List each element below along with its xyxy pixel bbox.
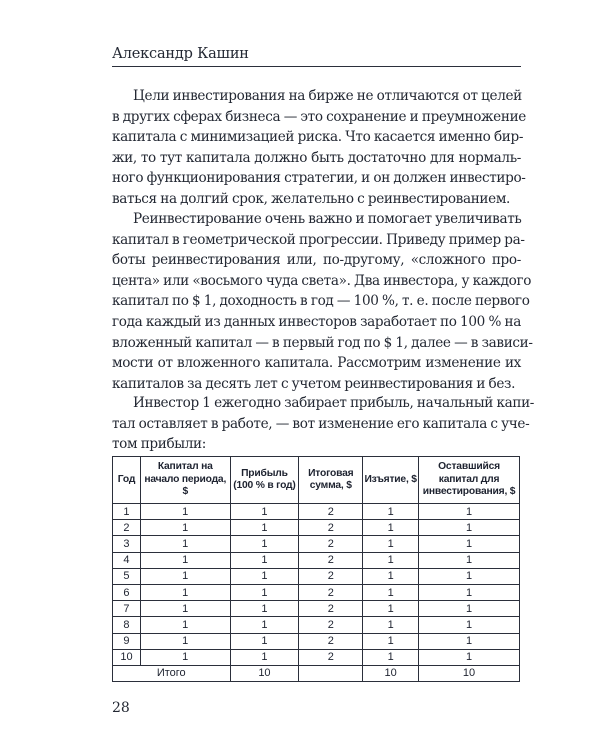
cell-withdrawal: 1 bbox=[363, 552, 419, 568]
total-final-sum bbox=[299, 665, 363, 681]
cell-withdrawal: 1 bbox=[363, 601, 419, 617]
cell-remaining-capital: 1 bbox=[419, 584, 520, 600]
cell-start-capital: 1 bbox=[140, 504, 230, 520]
text-line: цента» или «восьмого чуда света». Два инвестора, у каждого bbox=[112, 272, 532, 289]
cell-withdrawal: 1 bbox=[363, 649, 419, 665]
cell-final-sum: 2 bbox=[299, 649, 363, 665]
text-line: жи, то тут капитала должно быть достаточно для нормаль- bbox=[112, 149, 521, 166]
total-withdrawal: 10 bbox=[363, 665, 419, 681]
text-line: ваться на долгий срок, желательно с реинвестированием. bbox=[112, 190, 511, 207]
cell-start-capital: 1 bbox=[140, 649, 230, 665]
capital-table-investor-1 bbox=[112, 456, 520, 682]
table-row bbox=[113, 552, 520, 568]
cell-remaining-capital: 1 bbox=[419, 552, 520, 568]
cell-start-capital: 1 bbox=[140, 617, 230, 633]
table-row bbox=[113, 617, 520, 633]
table-row bbox=[113, 520, 520, 536]
text-line: ного функционирования стратегии, и он должен инвестиро- bbox=[112, 170, 526, 187]
cell-profit: 1 bbox=[230, 601, 299, 617]
cell-start-capital: 1 bbox=[140, 584, 230, 600]
page-number: 28 bbox=[112, 700, 130, 716]
text-line: Инвестор 1 ежегодно забирает прибыль, начальный капи- bbox=[133, 395, 535, 411]
paragraph-investor-one bbox=[112, 393, 535, 455]
text-line: Цели инвестирования на бирже не отличаются от целей bbox=[133, 88, 522, 104]
cell-profit: 1 bbox=[230, 633, 299, 649]
header-remaining-capital: Оставшийся капитал для инвестирования, $ bbox=[419, 457, 520, 504]
cell-final-sum: 2 bbox=[299, 601, 363, 617]
text-line: капиталов за десять лет с учетом реинвестирования и без. bbox=[112, 375, 516, 392]
table-row bbox=[113, 601, 520, 617]
running-head-author: Александр Кашин bbox=[112, 44, 521, 67]
total-profit: 10 bbox=[230, 665, 299, 681]
cell-year: 10 bbox=[113, 649, 141, 665]
cell-profit: 1 bbox=[230, 617, 299, 633]
cell-profit: 1 bbox=[230, 504, 299, 520]
text-line: капитала с минимизацией риска. Что касается именно бир- bbox=[112, 129, 524, 146]
header-withdrawal: Изъятие, $ bbox=[363, 457, 419, 504]
cell-year: 1 bbox=[113, 504, 141, 520]
text-line: капитал в геометрической прогрессии. Приведу пример ра- bbox=[112, 231, 525, 248]
cell-final-sum: 2 bbox=[299, 568, 363, 584]
cell-final-sum: 2 bbox=[299, 584, 363, 600]
cell-profit: 1 bbox=[230, 536, 299, 552]
cell-final-sum: 2 bbox=[299, 552, 363, 568]
cell-remaining-capital: 1 bbox=[419, 617, 520, 633]
cell-withdrawal: 1 bbox=[363, 633, 419, 649]
cell-remaining-capital: 1 bbox=[419, 649, 520, 665]
text-line: мости от вложенного капитала. Рассмотрим изменение их bbox=[112, 355, 521, 372]
paragraph-reinvestment bbox=[112, 209, 533, 394]
cell-withdrawal: 1 bbox=[363, 584, 419, 600]
table-total-row bbox=[113, 665, 520, 681]
cell-final-sum: 2 bbox=[299, 520, 363, 536]
cell-final-sum: 2 bbox=[299, 617, 363, 633]
cell-year: 3 bbox=[113, 536, 141, 552]
text-line: том прибыли: bbox=[112, 436, 207, 453]
cell-profit: 1 bbox=[230, 649, 299, 665]
cell-remaining-capital: 1 bbox=[419, 601, 520, 617]
cell-withdrawal: 1 bbox=[363, 617, 419, 633]
cell-year: 5 bbox=[113, 568, 141, 584]
cell-final-sum: 2 bbox=[299, 633, 363, 649]
table-header-row bbox=[113, 457, 520, 504]
cell-start-capital: 1 bbox=[140, 601, 230, 617]
cell-profit: 1 bbox=[230, 552, 299, 568]
cell-remaining-capital: 1 bbox=[419, 568, 520, 584]
text-line: года каждый из данных инвесторов заработает по 100 % на bbox=[112, 313, 521, 330]
cell-start-capital: 1 bbox=[140, 552, 230, 568]
cell-remaining-capital: 1 bbox=[419, 520, 520, 536]
cell-final-sum: 2 bbox=[299, 536, 363, 552]
cell-year: 4 bbox=[113, 552, 141, 568]
header-final-sum: Итоговая сумма, $ bbox=[299, 457, 363, 504]
cell-final-sum: 2 bbox=[299, 504, 363, 520]
cell-year: 6 bbox=[113, 584, 141, 600]
cell-year: 8 bbox=[113, 617, 141, 633]
text-line: тал оставляет в работе, — вот изменение его капитала с уче- bbox=[112, 415, 530, 432]
cell-profit: 1 bbox=[230, 584, 299, 600]
text-line: капитал по $ 1, доходность в год — 100 %, т. е. после первого bbox=[112, 293, 530, 310]
header-start-capital: Капитал на начало периода, $ bbox=[140, 457, 230, 504]
paragraph-investment-goals bbox=[112, 86, 526, 210]
text-line: в других сферах бизнеса — это сохранение и преумножение bbox=[112, 108, 526, 125]
text-line: боты реинвестирования или, по-другому, «сложного про- bbox=[112, 252, 521, 269]
cell-remaining-capital: 1 bbox=[419, 536, 520, 552]
table-row bbox=[113, 584, 520, 600]
cell-profit: 1 bbox=[230, 568, 299, 584]
table-row bbox=[113, 536, 520, 552]
cell-remaining-capital: 1 bbox=[419, 633, 520, 649]
cell-start-capital: 1 bbox=[140, 633, 230, 649]
cell-start-capital: 1 bbox=[140, 536, 230, 552]
header-year: Год bbox=[113, 457, 141, 504]
table-row bbox=[113, 504, 520, 520]
cell-year: 7 bbox=[113, 601, 141, 617]
cell-remaining-capital: 1 bbox=[419, 504, 520, 520]
cell-withdrawal: 1 bbox=[363, 536, 419, 552]
cell-year: 2 bbox=[113, 520, 141, 536]
cell-withdrawal: 1 bbox=[363, 568, 419, 584]
cell-withdrawal: 1 bbox=[363, 504, 419, 520]
text-line: вложенный капитал — в первый год по $ 1, далее — в зависи- bbox=[112, 334, 533, 351]
cell-start-capital: 1 bbox=[140, 568, 230, 584]
table-row bbox=[113, 649, 520, 665]
text-line: Реинвестирование очень важно и помогает увеличивать bbox=[133, 211, 522, 227]
cell-withdrawal: 1 bbox=[363, 520, 419, 536]
total-label: Итого bbox=[113, 665, 231, 681]
header-profit: Прибыль (100 % в год) bbox=[230, 457, 299, 504]
cell-profit: 1 bbox=[230, 520, 299, 536]
cell-start-capital: 1 bbox=[140, 520, 230, 536]
table-row bbox=[113, 568, 520, 584]
total-remaining: 10 bbox=[419, 665, 520, 681]
table-row bbox=[113, 633, 520, 649]
cell-year: 9 bbox=[113, 633, 141, 649]
